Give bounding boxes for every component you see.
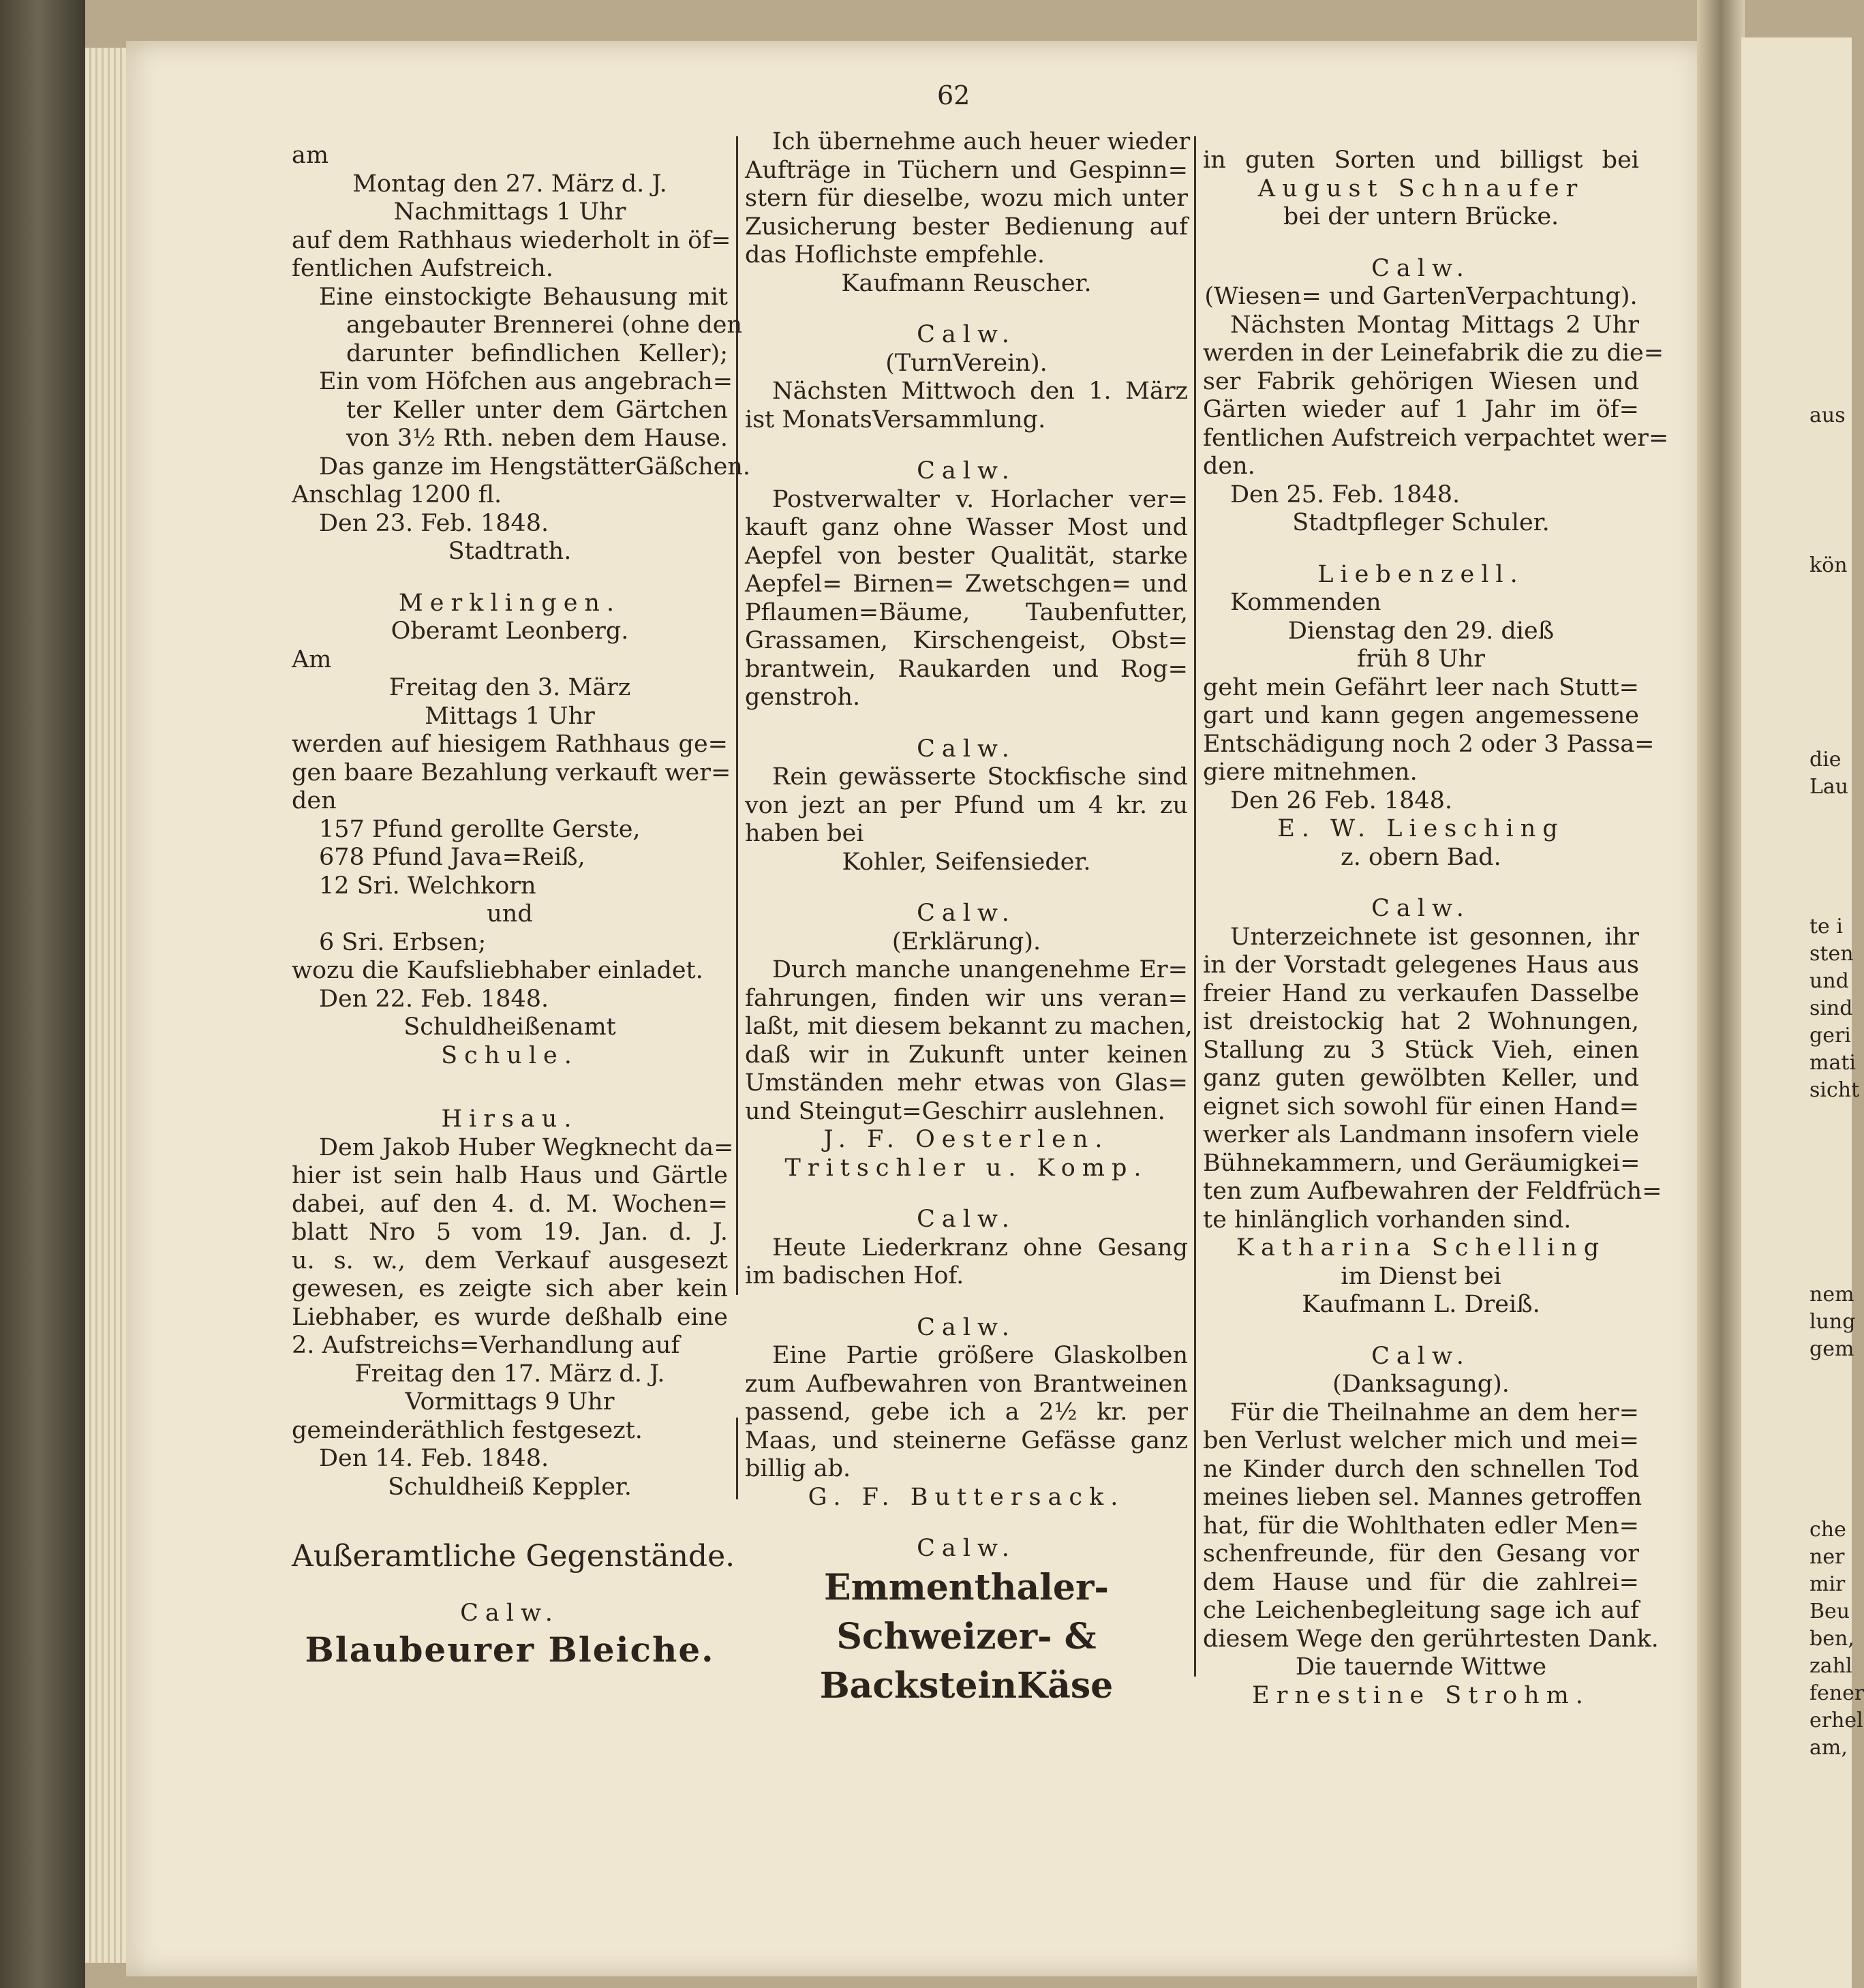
book-binding <box>0 0 85 1988</box>
text-line: Dienstag den 29. dieß <box>1287 617 1555 645</box>
text-line: zum Aufbewahren von Brantweinen <box>745 1370 1188 1398</box>
text-line: im badischen Hof. <box>745 1262 964 1289</box>
facing-page-fragment: lung <box>1809 1310 1856 1334</box>
subheading: (Erklärung). <box>891 928 1041 955</box>
text-line: 12 Sri. Welchkorn <box>319 872 536 900</box>
signature: Schule. <box>441 1041 579 1069</box>
text-line: hat, für die Wohlthaten edler Men= <box>1203 1512 1639 1540</box>
text-line: Durch manche unangenehme Er= <box>772 956 1188 983</box>
ad-heading: Schweizer- & <box>836 1615 1097 1657</box>
text-line: werker als Landmann insofern viele <box>1203 1121 1639 1148</box>
text-line: Anschlag 1200 fl. <box>292 481 502 508</box>
facing-page-fragment: am, <box>1809 1736 1848 1760</box>
text-line: fentlichen Aufstreich verpachtet wer= <box>1203 424 1669 452</box>
text-line: daß wir in Zukunft unter keinen <box>745 1041 1188 1069</box>
facing-page-fragment: erhel <box>1809 1709 1863 1732</box>
column-rule-right <box>1194 136 1196 1677</box>
heading-place: Calw. <box>460 1600 560 1627</box>
ad-heading: Blaubeurer Bleiche. <box>305 1629 715 1670</box>
text-line: meines lieben sel. Mannes getroffen <box>1203 1484 1643 1511</box>
text-line: den. <box>1203 453 1255 480</box>
facing-page-fragment: fener <box>1809 1681 1864 1705</box>
text-line: che Leichenbegleitung sage ich auf <box>1203 1597 1639 1624</box>
text-line: genstroh. <box>745 684 861 711</box>
heading-place: Calw. <box>917 1206 1016 1233</box>
ad-heading: BacksteinKäse <box>819 1664 1114 1707</box>
text-line: Dem Jakob Huber Wegknecht da= <box>319 1133 734 1161</box>
facing-page-fragment: sten <box>1809 942 1854 966</box>
text-line: 6 Sri. Erbsen; <box>319 928 487 956</box>
text-line: u. s. w., dem Verkauf ausgesezt <box>292 1247 728 1274</box>
text-line: 157 Pfund gerollte Gerste, <box>319 815 641 843</box>
date-line: Den 14. Feb. 1848. <box>319 1445 549 1472</box>
signature: Kohler, Seifensieder. <box>842 848 1091 876</box>
signature: im Dienst bei <box>1341 1262 1501 1290</box>
text-line: Aufträge in Tüchern und Gespinn= <box>745 156 1188 184</box>
text-line: Bühnekammern, und Geräumigkei= <box>1203 1149 1640 1177</box>
text-line: Für die Theilnahme an dem her= <box>1230 1398 1639 1426</box>
column-1 <box>292 142 750 1672</box>
heading-place: Merklingen. <box>398 589 622 617</box>
text-line: gemeinderäthlich festgesezt. <box>292 1416 643 1444</box>
page-stack-edge <box>85 48 126 1963</box>
text-line: von jezt an per Pfund um 4 kr. zu <box>745 791 1188 819</box>
facing-page-fragment: Beu <box>1809 1600 1850 1623</box>
text-line: Postverwalter v. Horlacher ver= <box>772 485 1188 513</box>
text-line: billig ab. <box>745 1455 851 1482</box>
heading-place: Calw. <box>917 900 1016 927</box>
signature: z. obern Bad. <box>1341 843 1501 871</box>
facing-page-fragment: die <box>1809 748 1842 771</box>
column-rule-left <box>736 136 738 1295</box>
text-line: Kommenden <box>1230 589 1381 616</box>
text-line: Nachmittags 1 Uhr <box>393 198 626 226</box>
heading-place: Calw. <box>1371 895 1471 922</box>
date-line: Den 22. Feb. 1848. <box>319 985 549 1013</box>
date-line: Den 25. Feb. 1848. <box>1230 480 1461 508</box>
text-line: fahrungen, finden wir uns veran= <box>745 984 1188 1012</box>
text-line: ist MonatsVersammlung. <box>745 406 1046 433</box>
text-line: dabei, auf den 4. d. M. Wochen= <box>292 1190 728 1218</box>
signature: Katharina Schelling <box>1236 1234 1606 1261</box>
signature: Kaufmann Reuscher. <box>841 269 1092 297</box>
heading-place: Calw. <box>1371 254 1471 282</box>
facing-page-fragment: mir <box>1809 1572 1846 1596</box>
subheading: Oberamt Leonberg. <box>391 617 629 645</box>
signature: E. W. Liesching <box>1277 815 1565 842</box>
text-line: wozu die Kaufsliebhaber einladet. <box>292 957 703 984</box>
heading-place: Calw. <box>917 457 1016 485</box>
text-line: werden auf hiesigem Rathhaus ge= <box>292 731 728 758</box>
text-line: hier ist sein halb Haus und Gärtle <box>292 1162 728 1189</box>
facing-page-fragment: aus <box>1809 403 1846 427</box>
text-line: 2. Aufstreichs=Verhandlung auf <box>292 1332 680 1359</box>
heading-place: Liebenzell. <box>1317 560 1525 588</box>
text-line: gewesen, es zeigte sich aber kein <box>292 1275 728 1302</box>
signature: Schuldheiß Keppler. <box>388 1473 632 1501</box>
text-line: schenfreunde, für den Gesang vor <box>1203 1540 1639 1568</box>
facing-page-fragment: te i <box>1809 915 1843 938</box>
text-line: Grassamen, Kirschengeist, Obst= <box>745 627 1188 654</box>
text-line: Rein gewässerte Stockfische sind <box>772 763 1188 791</box>
column-2 <box>745 128 1193 1711</box>
text-line: gen baare Bezahlung verkauft wer= <box>292 759 731 786</box>
facing-page-fragment: Lau <box>1809 775 1849 799</box>
column-3 <box>1203 147 1669 1710</box>
signature: Tritschler u. Komp. <box>784 1154 1148 1182</box>
text-line: Nächsten Mittwoch den 1. März <box>772 378 1188 405</box>
subheading: (Danksagung). <box>1332 1371 1510 1398</box>
text-line: dem Hause und für die zahlrei= <box>1203 1568 1639 1596</box>
text-line: Maas, und steinerne Gefässe ganz <box>745 1426 1188 1454</box>
facing-page-fragment: ner <box>1809 1545 1845 1569</box>
heading-place: Calw. <box>917 1535 1016 1562</box>
text-line: Eine einstockigte Behausung mit <box>319 283 728 311</box>
text-line: stern für dieselbe, wozu mich unter <box>745 185 1188 212</box>
facing-page-fragment: kön <box>1809 553 1848 577</box>
text-line: Gärten wieder auf 1 Jahr im öf= <box>1203 396 1639 423</box>
text-line: gart und kann gegen angemessene <box>1203 702 1639 729</box>
text-line: ne Kinder durch den schnellen Tod <box>1203 1455 1639 1483</box>
text-line: ser Fabrik gehörigen Wiesen und <box>1203 367 1639 395</box>
text-line: Liebhaber, es wurde deßhalb eine <box>292 1303 728 1331</box>
text-line: Aepfel= Birnen= Zwetschgen= und <box>745 570 1188 598</box>
text-line: in der Vorstadt gelegenes Haus aus <box>1203 951 1639 979</box>
text-line: in guten Sorten und billigst bei <box>1203 147 1639 174</box>
text-line: Entschädigung noch 2 oder 3 Passa= <box>1203 730 1655 758</box>
text-line: auf dem Rathhaus wiederholt in öf= <box>292 226 731 254</box>
text-line: und <box>487 900 533 928</box>
heading-place: Calw. <box>917 735 1016 763</box>
book-gutter <box>1697 0 1745 1988</box>
text-line: Nächsten Montag Mittags 2 Uhr <box>1230 311 1639 339</box>
signature: August Schnaufer <box>1257 174 1585 202</box>
text-line: werden in der Leinefabrik die zu die= <box>1203 339 1664 367</box>
text-line: ist dreistockig hat 2 Wohnungen, <box>1203 1008 1639 1035</box>
signature: G. F. Buttersack. <box>808 1483 1125 1511</box>
text-line: Freitag den 17. März d. J. <box>354 1360 665 1388</box>
text-line: diesem Wege den gerührtesten Dank. <box>1203 1625 1659 1653</box>
date-line: Den 23. Feb. 1848. <box>319 509 549 537</box>
text-line: ganz guten gewölbten Keller, und <box>1203 1065 1639 1092</box>
signature: Ernestine Strohm. <box>1252 1681 1590 1709</box>
text-line: Das ganze im HengstätterGäßchen. <box>319 453 750 480</box>
section-heading: Außeramtliche Gegenstände. <box>292 1539 735 1574</box>
text-line: Montag den 27. März d. J. <box>352 170 667 198</box>
text-line: Pflaumen=Bäume, Taubenfutter, <box>745 598 1188 626</box>
facing-page-fragment: sicht <box>1809 1078 1860 1102</box>
text-line: darunter befindlichen Keller); <box>346 339 728 367</box>
text-line: 678 Pfund Java=Reiß, <box>319 844 585 871</box>
page-number: 62 <box>937 80 971 110</box>
facing-page-fragment: und <box>1809 969 1849 993</box>
date-line: Den 26 Feb. 1848. <box>1230 786 1453 814</box>
text-line: haben bei <box>745 820 864 847</box>
heading-place: Hirsau. <box>441 1105 579 1133</box>
text-line: blatt Nro 5 vom 19. Jan. d. J. <box>292 1219 728 1246</box>
text-line: Stallung zu 3 Stück Vieh, einen <box>1203 1036 1639 1064</box>
signature: Die tauernde Wittwe <box>1295 1653 1547 1681</box>
facing-page-fragment: gem <box>1809 1337 1854 1361</box>
text-line: Unterzeichnete ist gesonnen, ihr <box>1230 923 1639 951</box>
text-line: Am <box>292 645 332 673</box>
text-line: passend, gebe ich a 2½ kr. per <box>745 1398 1188 1426</box>
text-line: früh 8 Uhr <box>1356 645 1486 673</box>
text-line: brantwein, Raukarden und Rog= <box>745 655 1188 683</box>
text-line: ben Verlust welcher mich und mei= <box>1203 1427 1639 1454</box>
text-line: Vormittags 9 Uhr <box>405 1388 615 1416</box>
text-line: Zusicherung bester Bedienung auf <box>745 213 1188 241</box>
column-rule-left-lower <box>736 1418 738 1499</box>
subheading: (TurnVerein). <box>885 349 1048 377</box>
text-line: ter Keller unter dem Gärtchen <box>346 396 728 424</box>
text-line: kauft ganz ohne Wasser Most und <box>745 514 1188 541</box>
facing-page-fragment: nem <box>1809 1283 1854 1306</box>
facing-page-fragment: ben, <box>1809 1627 1854 1651</box>
text-line: von 3½ Rth. neben dem Hause. <box>346 425 728 452</box>
text-line: Ein vom Höfchen aus angebrach= <box>319 368 733 395</box>
signature: J. F. Oesterlen. <box>823 1126 1110 1153</box>
text-line: Mittags 1 Uhr <box>425 702 595 730</box>
heading-place: Calw. <box>917 321 1016 348</box>
ad-heading: Emmenthaler- <box>824 1566 1109 1608</box>
text-line: bei der untern Brücke. <box>1283 203 1559 230</box>
text-line: am <box>292 142 329 169</box>
text-line: Eine Partie größere Glaskolben <box>772 1342 1188 1369</box>
signature: Schuldheißenamt <box>403 1013 616 1041</box>
signature: Kaufmann L. Dreiß. <box>1302 1291 1540 1318</box>
text-line: Ich übernehme auch heuer wieder <box>772 128 1191 155</box>
text-line: te hinlänglich vorhanden sind. <box>1203 1206 1572 1234</box>
facing-page-fragment: zahl <box>1809 1654 1852 1678</box>
text-line: laßt, mit diesem bekannt zu machen, <box>745 1013 1193 1040</box>
text-line: freier Hand zu verkaufen Dasselbe <box>1203 979 1639 1007</box>
text-line: geht mein Gefährt leer nach Stutt= <box>1203 673 1639 701</box>
text-line: und Steingut=Geschirr auslehnen. <box>745 1097 1165 1125</box>
text-line: Freitag den 3. März <box>388 674 631 701</box>
subheading: (Wiesen= und GartenVerpachtung). <box>1204 283 1638 310</box>
signature: Stadtrath. <box>448 538 572 565</box>
text-line: das Hoflichste empfehle. <box>745 241 1045 269</box>
signature: Stadtpfleger Schuler. <box>1292 509 1550 536</box>
heading-place: Calw. <box>1371 1342 1471 1370</box>
text-line: fentlichen Aufstreich. <box>292 255 553 282</box>
text-line: Umständen mehr etwas von Glas= <box>745 1069 1188 1097</box>
facing-page-fragment: che <box>1809 1518 1846 1542</box>
facing-page-fragment: geri <box>1809 1024 1851 1047</box>
heading-place: Calw. <box>917 1313 1016 1341</box>
facing-page-fragment: mati <box>1809 1051 1856 1075</box>
text-line: giere mitnehmen. <box>1203 759 1418 786</box>
text-line: den <box>292 787 337 814</box>
text-line: Heute Liederkranz ohne Gesang <box>772 1234 1188 1261</box>
text-line: eignet sich sowohl für einen Hand= <box>1203 1092 1639 1120</box>
facing-page-fragment: sind <box>1809 996 1853 1020</box>
text-line: angebauter Brennerei (ohne den <box>346 311 743 339</box>
text-line: Aepfel von bester Qualität, starke <box>745 542 1188 570</box>
text-line: ten zum Aufbewahren der Feldfrüch= <box>1203 1178 1662 1205</box>
